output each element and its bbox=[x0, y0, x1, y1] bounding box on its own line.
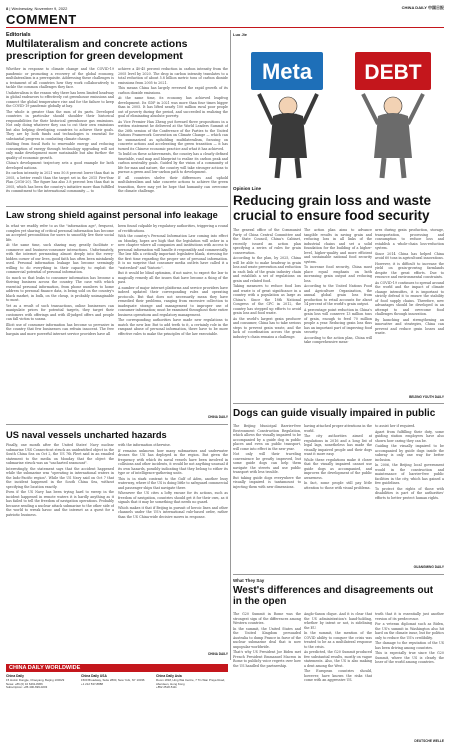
footer-col-title: China Daily Asia bbox=[156, 674, 182, 678]
editorial-column-1 bbox=[6, 67, 114, 204]
editorial-headline: Multilateralism and concrete actions prescription for green development bbox=[6, 38, 188, 62]
paragraph: If remains unknown how many submarines and underwater drones the US has deployed in the region. But given the frequency with which its naval vessels have been involved in collisions and other incidents, it would be not anything unusual if its own hazards, possibly indicating that they belong to either its type or of intelligence-gathering units. bbox=[118, 448, 228, 475]
divider bbox=[6, 206, 228, 207]
paragraph: The action plan aims to advance tangible results in saving grain and reducing loss in all links of the industrial chains and set a solid foundation for the building of a higher-level, higher-quality and more efficient and sustainable national food security system. bbox=[304, 228, 372, 264]
paragraph: Whenever the US cites a lofty excuse for its actions, such as freedom of navigation, countries should get it for their own, as it signals that it may be something that needs no guard. bbox=[118, 491, 228, 504]
paragraph: to assist her if required. bbox=[375, 424, 416, 428]
paragraph: In 2006, the Beijing local government would in the construction and maintenance of barrier-free public facilities in the city, which has gained a few guidelines. bbox=[375, 463, 444, 485]
footer-bar: CHINA DAILY WORLDWIDE bbox=[6, 664, 228, 672]
paragraph: Even if the US Navy has been trying hard to sweep in the incident happened in remote waters it is hardly anything as it has failed to tell the freedom of navigation operations. Probably because sending a nuclear attack submarine to the other side of the world to wreak havoc and the internet as a quest for a patriotic business. bbox=[6, 490, 114, 517]
wtys-column-3 bbox=[375, 612, 444, 738]
paragraph: Apart from fulfilling their duty, some guiding station employees have also shown how caring they can be. bbox=[375, 429, 444, 443]
paragraph: The whole is greater than the sum of its parts. Developed countries in particular should shoulder their historical responsibilities for their historical greenhouse gas emissions. Not only doing whatever they can to cut their own emissions but also helping developing countries to achieve their goals. They are by both funds and technologies is essential for substantial progress in combating climate change. bbox=[6, 109, 114, 141]
footer-col-title: China Daily USA bbox=[81, 674, 107, 678]
editorials-label: Editorials bbox=[6, 32, 31, 38]
paragraph: Interestingly, the statement says that the accident happened while the submarine was "operating in international waters in the Indo-Pacific region". While the US Navy said on Oct 7 that the incident happened in the South China Sea, without specifying the location exactly. bbox=[6, 466, 114, 489]
cartoon-illustration bbox=[233, 32, 444, 182]
paragraph: with the information otherwise. bbox=[118, 443, 171, 447]
footer-line: 1500 Broadway, Suite 2800, New York, NY 10036 bbox=[81, 677, 145, 682]
grain-column-2 bbox=[304, 228, 372, 400]
paragraph: At the same time, its economy has achieved leapfrog development. Its GDP in 2021 was more than four times bigger than in 2005. It has lifted nearly 100 million rural poor people out of poverty during the period, and succeeded in realizing the goal of eliminating absolute poverty. bbox=[118, 96, 228, 118]
paragraph: But taking guide dogs everywhere the visually impaired is tantamount to injecting them with new dimensions. bbox=[233, 475, 301, 489]
opinion-line-label: Opinion Line bbox=[233, 186, 262, 191]
navy-signoff: CHINA DAILY bbox=[207, 652, 228, 656]
dogs-signoff: GUANGMING DAILY bbox=[413, 565, 444, 569]
footer-line: News: +86 (0) 10 6491-8366 bbox=[6, 681, 43, 686]
law-column-1 bbox=[6, 224, 114, 420]
page-number: 8 bbox=[6, 5, 9, 11]
paragraph: The damage to the reputation of the US has been driving among countries. bbox=[375, 641, 444, 650]
divider bbox=[6, 424, 228, 425]
wtys-headline: West's differences and disagreements out in the open bbox=[233, 585, 434, 607]
paragraph: According to the United Nations Food and Agriculture Organization, the annual global grain loss from production to retail accounts for about 14 percent of the world's grain output. bbox=[304, 284, 372, 306]
paragraph: However, it is difficult to increase the yield on grain-growing farmlands despite the great efforts. Due to resource and environmental constraints. bbox=[375, 261, 444, 279]
paragraph: Not only will their traveling convenience be greatly improved, but some guide dogs can help them navigate the streets and use public transport with less trouble. bbox=[233, 452, 301, 474]
paragraph: A percentage point reduction in China's grain loss will conserve 13 million tons of grain, enough to feed 70 million people a year. Reducing grain loss thus has an important part of improving food security. bbox=[304, 307, 372, 334]
footer-line: 15 Huixin Dongjie, Chaoyang, Beijing 100029 bbox=[6, 677, 65, 682]
paragraph: To increase food security, China must place equal emphasis on both increasing grain output and reducing loss. bbox=[304, 265, 372, 283]
paragraph: If all countries shelve their differences and uphold multilateralism and take concrete actions to achieve the green transition, there may yet be hope that humanity can overcome the climate challenge. bbox=[118, 175, 228, 193]
masthead bbox=[6, 12, 444, 28]
footer-contacts bbox=[6, 675, 228, 690]
paragraph: Guiding the visually impaired to be accompanied by guide dogs inside the subway is only one way for better inclusion. bbox=[375, 444, 444, 462]
grain-column-3 bbox=[375, 228, 444, 394]
paragraph: By launching and strengthening an innovative and strategies, China can prevent and reduce grain losses and waste. bbox=[375, 317, 444, 335]
paragraph: Which makes it that if Beijing in pursuit of heroic lines and other channels under the US's international rule-based order, rather than the US China-wide decisive moves in response. bbox=[118, 505, 228, 519]
footer-line: +852 2518-5111 bbox=[156, 685, 177, 690]
paragraph: The European countries should, however, have known the risks that come with an aggressive US. bbox=[304, 669, 372, 682]
paragraph: This means China has largely reversed the rapid growth of its carbon dioxide emissions. bbox=[118, 86, 228, 95]
paragraph: The G20 Summit in Rome was the strongest sign of the differences among Western countries. bbox=[233, 612, 301, 625]
paragraph: Taking measures to reduce food loss and waste is of great significance in a country with a population as large as China's. Since the 18th National Congress of the CPC in 2012, the country has stepped up efforts to avoid grain loss and food waste. bbox=[233, 284, 301, 315]
footer-line: Room 1818, Hing Wai Centre, 7 Tin Wan Praya Road, Aberdeen, Hong Kong bbox=[156, 677, 226, 686]
left-figure-body bbox=[269, 113, 307, 158]
editorial-column-2 bbox=[118, 67, 228, 204]
paragraph: For a veteran diplomat such as Biden, the US's summit in Washington also hit hard on the climate issue, but for politics only to reduce the US's credibility. bbox=[375, 622, 444, 640]
paragraph: This is especially true since the G20 Summit, where the US is clearly the loser of the world among countries. bbox=[375, 651, 444, 664]
paragraph: The general office of the Communist Party of China Central Committee and the State Council, China's Cabinet, recently issued an action plan specifying a series of rules for grain conservation. bbox=[233, 228, 301, 255]
left-figure-head bbox=[279, 97, 297, 115]
divider bbox=[233, 403, 444, 404]
footer-col bbox=[156, 675, 228, 690]
paragraph: In fact, some people still pay little attention to those with visual problems. bbox=[304, 481, 372, 490]
cartoon-word-left: Meta bbox=[261, 59, 313, 84]
paragraph: The Beijing Municipal Barrier-free Environment Construction Regulation, which allows the visually impaired to be accompanied by a guide dog in public places and even on public transport, will come into effect in the new year. bbox=[233, 424, 301, 451]
paragraph: Illicit use of consumer information has become so pervasive in the country that few businesses can refrain innocent. The free bargain and more powerful internet service providers have all bbox=[6, 322, 114, 336]
right-figure-body bbox=[374, 113, 412, 158]
paragraph: achieve a 40-45 percent reduction in carbon intensity from the 2005 level by 2020. The drop in carbon intensity translates to a total reduction of about 5.8 billion metric tons of carbon dioxide emissions from 2005 to 2021. bbox=[118, 67, 228, 85]
grain-signoff: BEIJING YOUTH DAILY bbox=[409, 395, 444, 399]
paragraph: Shifting from fossil fuels to renewable energy and reducing consumption of energy through technology upgrading will not only make development more sustainable but also further the quality of economic growth. bbox=[6, 142, 114, 160]
paragraph: To protect the rights of those with disabilities is part of the authorities' efforts to better protect human rights. bbox=[375, 486, 444, 500]
grain-column-1 bbox=[233, 228, 301, 400]
section-title: COMMENT bbox=[6, 12, 77, 27]
column-divider bbox=[230, 30, 231, 660]
paragraph: This is in stark contrast to the Gulf of Aden, another busy waterway, where if the US is doing little to safeguard commercial and passenger ships that navigate there. bbox=[118, 476, 228, 490]
paragraph: But it would be blind optimism, if not naive, to expect the law to magically remedy all the issues that have become a thing of the past. bbox=[118, 271, 228, 284]
paper-name: CHINA DAILY bbox=[401, 5, 427, 10]
cartoon-byline: Luo Jie bbox=[233, 32, 248, 37]
divider bbox=[233, 574, 444, 575]
paragraph: In the summit, the United States and the United Kingdom persuaded Australia to dump France in favor of the nuclear submarine deal that is now unpopular worldwide. bbox=[233, 626, 301, 649]
navy-column-2 bbox=[118, 443, 228, 651]
footer-line: Subscription: +86 400-699-0203 bbox=[6, 685, 48, 690]
paragraph: As the world's largest grain producer and consumer, China has to take serious steps to prevent grain waste, and the lack of coordination across the grain industry's chain remains a challenge. bbox=[233, 316, 301, 339]
dogs-headline: Dogs can guide visually impaired in public bbox=[233, 408, 436, 419]
paragraph: Whether in response to climate change and the COVID-19 pandemic or promoting a recovery of the global economy, multilateralism is a prerequisite. Addressing these challenges is a testament of all countries how they work collaboratively to tackle the common challenges they face. bbox=[6, 67, 114, 89]
right-figure-head bbox=[384, 97, 402, 115]
paragraph: To build on these achievements, the country has a clearly defined timetable, road map and blueprint to realize its carbon peak and carbon neutrality goals. Guided by the vision of a community of life for man and nature, the country will take stronger actions to pursue a green and low-carbon path to development. bbox=[118, 152, 228, 174]
paragraph: At the same time, such sharing may greatly facilitate e-commerce and business-consumer interactions. Unfortunately, with the internet permeating almost deeply into the every-hidden corner of our lives, good faith has often been mistakenly used. Personal information leakage has become seemingly willing to do everything in their capacity to exploit the commercial potential of personal information. bbox=[6, 243, 114, 274]
paragraph: Unilateralism is the reason why there has been limited headway in global endeavors to effectively cut greenhouse emissions and connect the global temperature rise and for the failure to keep the COVID-19 pandemic globally at bay. bbox=[6, 90, 114, 108]
paragraph: been found culpable by regulatory authorities, triggering a round of rectifications. bbox=[118, 224, 228, 233]
paragraph: having attached proper attentions in the world. bbox=[304, 424, 372, 433]
paragraph: The corresponding authorities have made new regulations to match the new law. But to add teeth to it, a certainly role in the rampant abuse of personal information, there have to be more effective rules to make the principles of the law executable. bbox=[118, 318, 228, 336]
paragraph: A number of major internet platforms and service providers have indeed updated their corresponding rules and operating protocols. But that does not necessarily mean they have remedied their problems, ranging from excessive collection to inadequate storage and management to improper use of consumer information; must be examined throughout their entire business operations and regulatory management. bbox=[118, 285, 228, 317]
opinion-headline: Reducing grain loss and waste crucial to ensure food security bbox=[233, 193, 432, 223]
paragraph: With the country's Personal Information Law coming into effect on Monday, hopes are high that the legislation will usher in a new chapter where all companies and institutions with access to personal information will handle it responsibly and commercially. The law fills a critically important legislative blank, stressing for the first time regarding the proper use of personal information. It is no surprise that consumer media outlets have called it a "watershed" and "historic". bbox=[118, 234, 228, 270]
footer-col bbox=[81, 675, 153, 690]
paragraph: According to the action plan, China will take comprehensive meas- bbox=[304, 335, 372, 344]
paragraph: Finally, one month after the United States' Navy nuclear submarine USS Connecticut struck an unidentified object in the South China Sea on Oct 2, the US 7th Fleet said in an emailed statement to the media on Monday that the object the submarine struck was an "uncharted seamount". bbox=[6, 443, 114, 465]
footer-line: +1 212 537-8888 bbox=[81, 681, 103, 686]
paper-name-cn: 中国日报 bbox=[428, 5, 444, 10]
dogs-column-3 bbox=[375, 424, 444, 564]
paragraph: According to the plan, by 2025, China will be able to make headway in grain loss and waste prevention and reduction in each link of the grain industry chain and establish a set of regulations on grain and related food. bbox=[233, 256, 301, 283]
paragraph: China's development trajectory sets a good example for both developed nations. bbox=[6, 161, 114, 170]
paragraph: Its carbon intensity in 2021 was 50.8 percent lower than that in 2005, a better result than the target set in the 2015 Five-Year Plan (2016-20). The figure has also 3.8 percent less than that in 2005, which has been the country's initiative more than fulfilled its commitment to the international community — to bbox=[6, 171, 114, 193]
dogs-column-1 bbox=[233, 424, 301, 570]
date-line: Wednesday, November 9, 2022 bbox=[11, 5, 68, 11]
navy-column-1 bbox=[6, 443, 114, 659]
paragraph: As COVID-19 continues to spread around the world and the impact of climate change intensifies, it is important to strictly defend it to ensure the stability of food supply chains. Therefore, new advantages should be developed in an attempt to and overcome food challenges through innovation. bbox=[375, 280, 444, 316]
what-they-say-label: What They Say bbox=[233, 578, 265, 583]
paragraph: Yet as a result of such transactions, online businesses can manipulate prices for potential targets, they target their customers with offerings and with ill-judged offers and people can fall victim to scams. bbox=[6, 303, 114, 321]
footer bbox=[6, 664, 228, 744]
paper-name-block bbox=[402, 5, 444, 11]
cartoon bbox=[233, 32, 444, 182]
top-line bbox=[6, 4, 444, 12]
dogs-column-2 bbox=[304, 424, 372, 570]
wtys-signoff: DEUTSCHE WELLE bbox=[414, 739, 444, 743]
paragraph: The city authorities aimed at regulations in 2016 and a long list of legal lags, nonetheless has made the visually impaired people and their dogs want it more easy. bbox=[304, 434, 372, 456]
wtys-column-2 bbox=[304, 612, 372, 744]
footer-col-title: China Daily bbox=[6, 674, 24, 678]
paragraph: In what we readily refer to as the "information age", frequent, complex yet sharing of critical personal information has become an accepted precondition for users to smoothly live their social life. bbox=[6, 224, 114, 242]
paragraph: ures during grain production, storage, transportation, processing and consumption to reduce loss and establish a whole-chain loss-reduction system. bbox=[375, 228, 444, 250]
page-number-date: 8 | Wednesday, November 9, 2022 bbox=[6, 5, 68, 11]
paragraph: truth that it is essentially just another version of its predecessor. bbox=[375, 612, 444, 621]
paragraph: That's why US President Joe Biden met French President Emmanuel Macron in Rome to publicly voice regrets over how the US handled the partnership. bbox=[233, 650, 301, 668]
paragraph: In the summit, the mention of the COVID ability to conquer the crisis was treated to be as a multilateral response to the crisis. bbox=[304, 631, 372, 649]
paragraph: While these regulations make it closer that the visually impaired cannot use guide dogs as accompanied, and improves the development of the public awareness. bbox=[304, 457, 372, 480]
paragraph: Since 2014 China has helped China avoid 60 tons in agricultural innovations. bbox=[375, 251, 444, 260]
paragraph: As Vice Premier Han Zheng put forward three propositions in a written statement he delivered at the World Leaders Summit of the 26th session of the Conference of the Parties to the United Nations Framework Convention on Climate Change — which can be summarized as upholding multilateralism, focusing on concrete actions and accelerating the green transition — it has turned its Chinese economic practice and what it has achieved. bbox=[118, 119, 228, 151]
law-column-2 bbox=[118, 224, 228, 414]
law-headline: Law strong shield against personal info leakage bbox=[6, 210, 218, 220]
navy-headline: US naval vessels uncharted hazards bbox=[6, 430, 167, 440]
wtys-column-1 bbox=[233, 612, 301, 744]
paragraph: Anglo-Saxon clique. And it is clear that the US administration's hand-holding, whether by intent or not, is sidelining the EU. bbox=[304, 612, 372, 630]
paragraph: So much so that leaks to consumer information has become a thriving business across the country. The case with which essential personal information, from phone numbers to home address to personal finance data, is being sold on the country's black market, in bulk, on the cheap, is probably unimaginable to most. bbox=[6, 275, 114, 302]
footer-col bbox=[6, 675, 78, 690]
cartoon-word-right: DEBT bbox=[364, 61, 422, 84]
paragraph: As predicted, the G20 Summit produced few substantial results, mostly on vague statements. Also, the US is also making a dent among the West. bbox=[304, 650, 372, 668]
law-signoff: CHINA DAILY bbox=[207, 415, 228, 419]
